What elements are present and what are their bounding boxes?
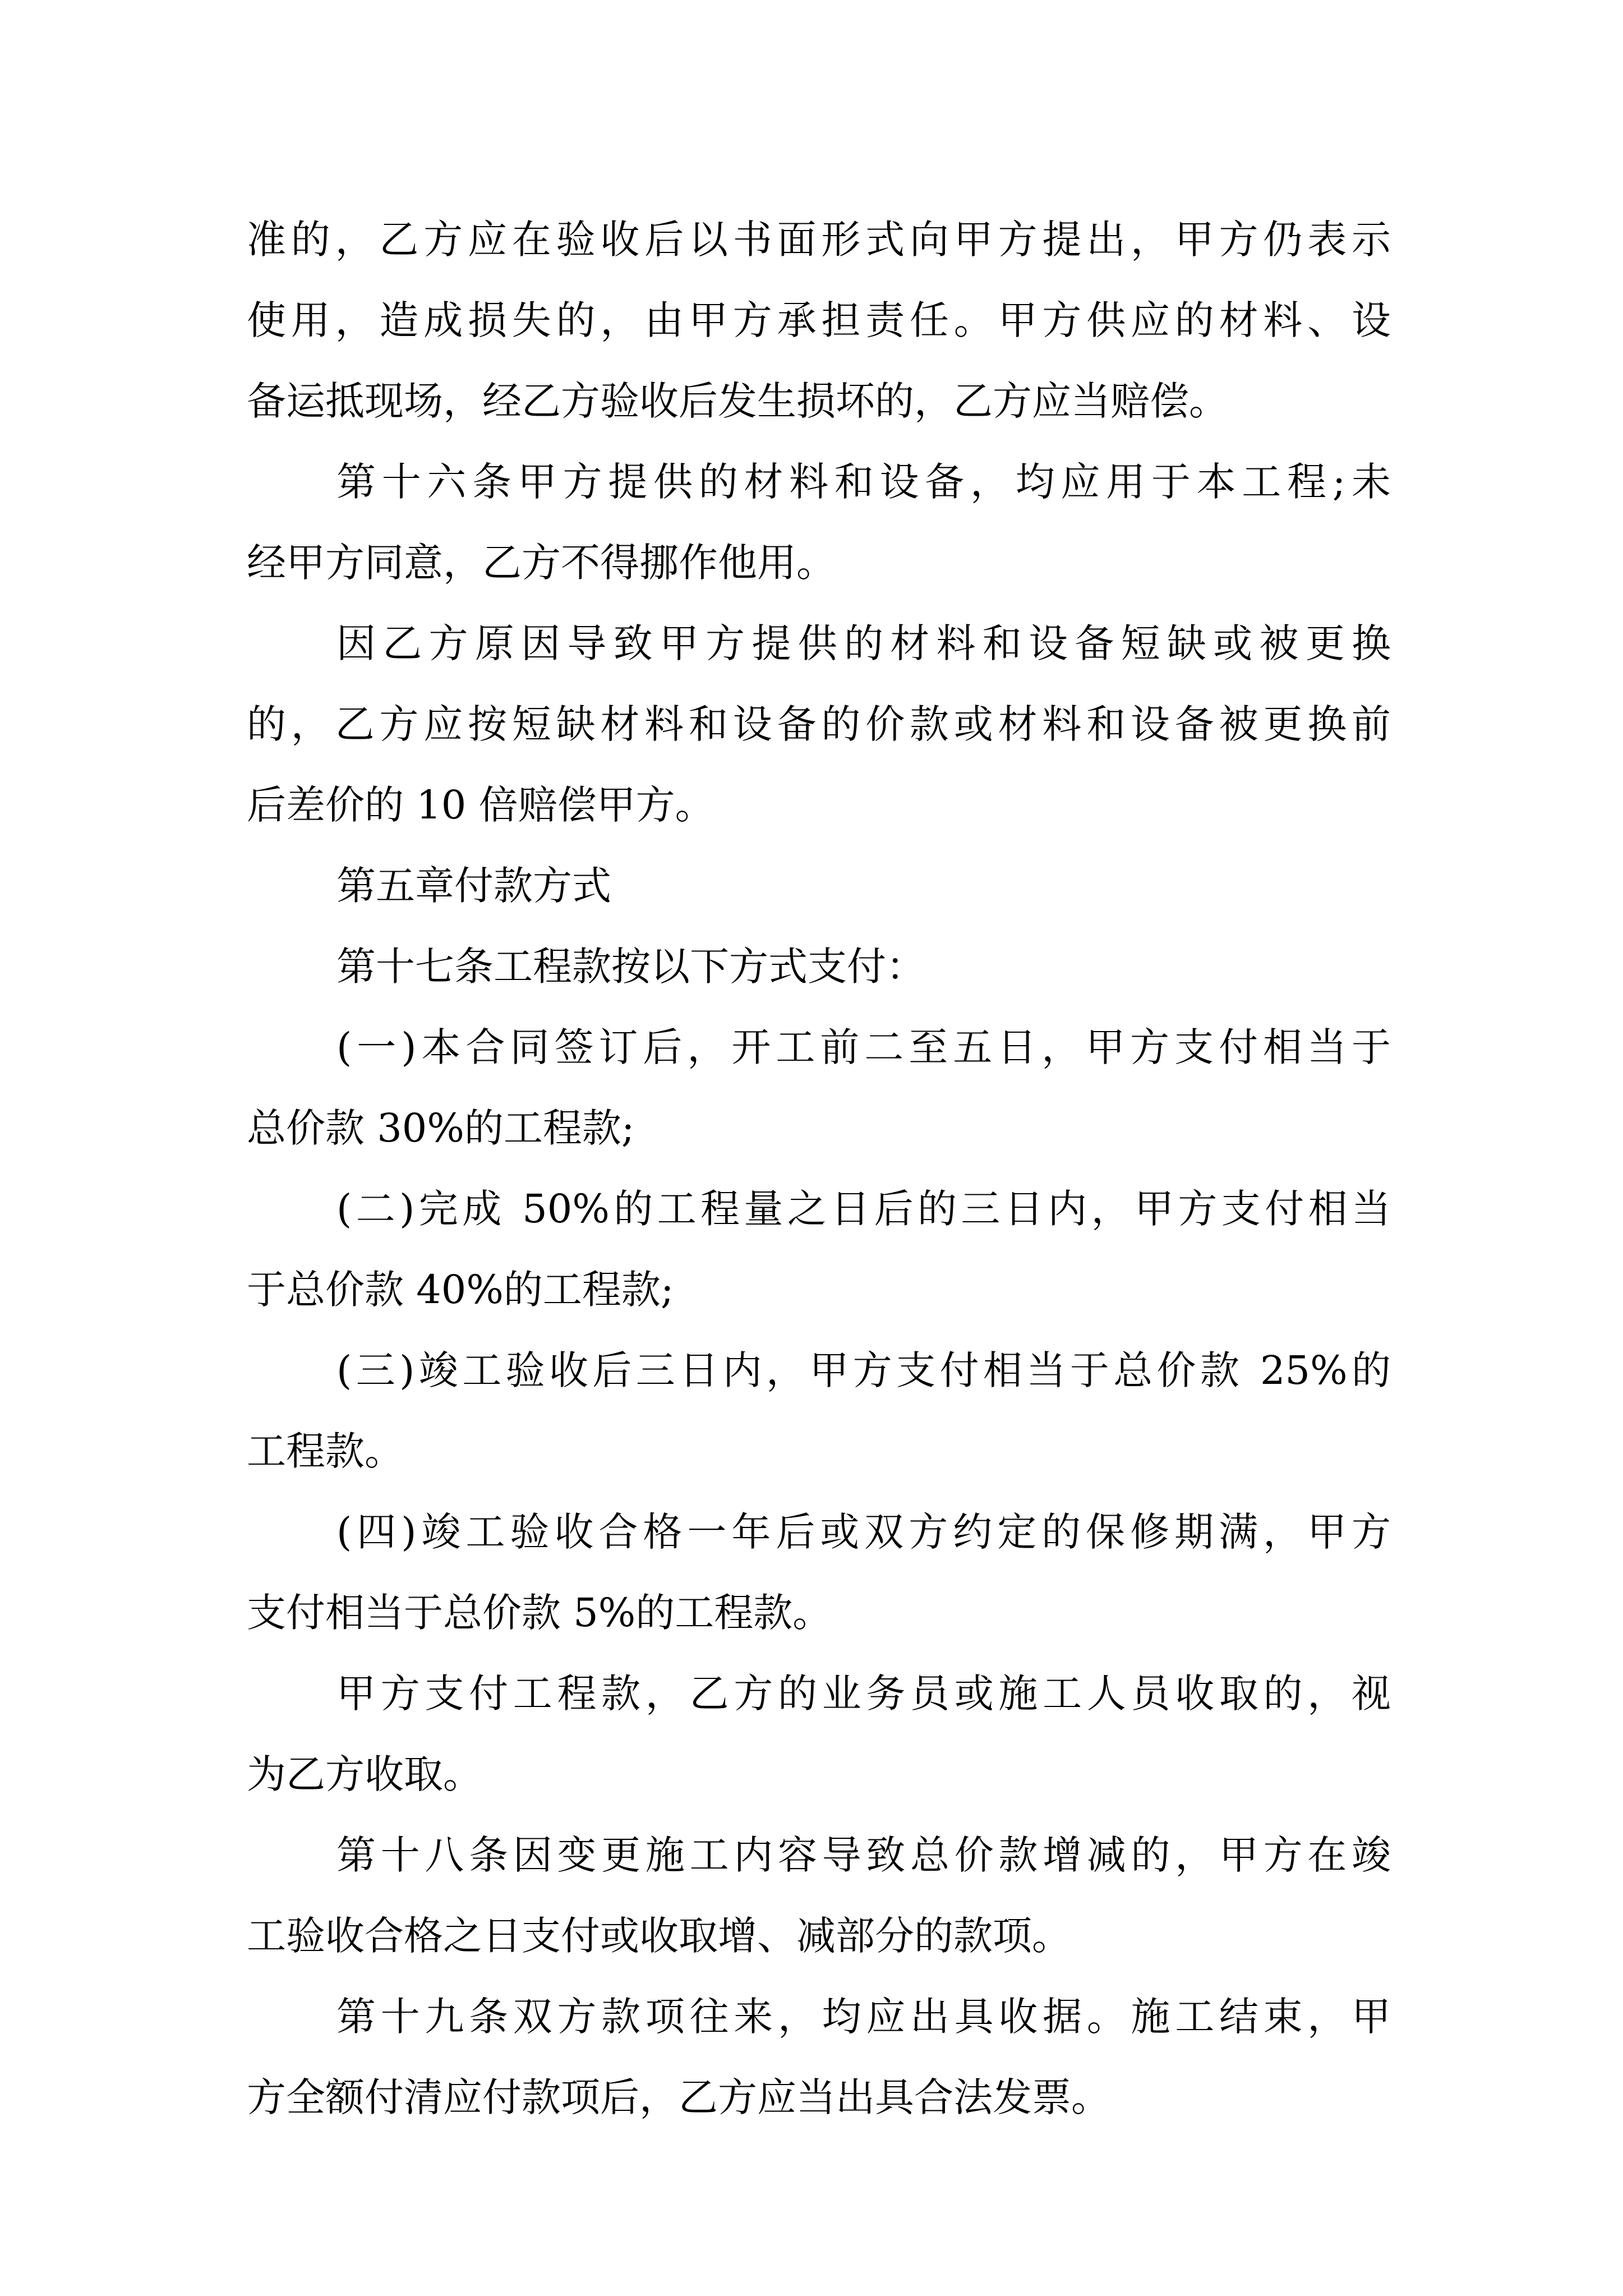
text-line: 工程款。 <box>247 1428 404 1474</box>
text-line: (一)本合同签订后，开工前二至五日，甲方支付相当于 <box>336 1024 1391 1070</box>
text-line: 使用，造成损失的，由甲方承担责任。甲方供应的材料、设 <box>247 297 1391 343</box>
chapter-heading: 第五章付款方式 <box>336 863 611 909</box>
text-line: 备运抵现场，经乙方验收后发生损坏的，乙方应当赔偿。 <box>247 378 1228 424</box>
text-line: (二)完成 50%的工程量之日后的三日内，甲方支付相当 <box>336 1186 1391 1232</box>
text-line: 因乙方原因导致甲方提供的材料和设备短缺或被更换 <box>336 620 1391 666</box>
text-line: 的，乙方应按短缺材料和设备的价款或材料和设备被更换前 <box>247 701 1391 747</box>
text-line: 经甲方同意，乙方不得挪作他用。 <box>247 540 836 586</box>
text-line: 于总价款 40%的工程款; <box>247 1267 674 1313</box>
text-line: 第十六条甲方提供的材料和设备，均应用于本工程;未 <box>336 459 1391 505</box>
text-line: 准的，乙方应在验收后以书面形式向甲方提出，甲方仍表示 <box>247 217 1391 263</box>
document-body <box>247 199 1391 2138</box>
text-line: 总价款 30%的工程款; <box>247 1105 635 1151</box>
text-line: 支付相当于总价款 5%的工程款。 <box>247 1590 832 1636</box>
text-line: 方全额付清应付款项后，乙方应当出具合法发票。 <box>247 2074 1110 2120</box>
text-line: 第十七条工程款按以下方式支付： <box>336 944 925 990</box>
text-line: 第十九条双方款项往来，均应出具收据。施工结束，甲 <box>336 1994 1391 2040</box>
text-line: (四)竣工验收合格一年后或双方约定的保修期满，甲方 <box>336 1509 1391 1555</box>
text-line: 工验收合格之日支付或收取增、减部分的款项。 <box>247 1913 1071 1959</box>
text-line: 第十八条因变更施工内容导致总价款增减的，甲方在竣 <box>336 1832 1391 1878</box>
text-line: (三)竣工验收后三日内，甲方支付相当于总价款 25%的 <box>336 1347 1391 1393</box>
text-line: 甲方支付工程款，乙方的业务员或施工人员收取的，视 <box>336 1671 1391 1717</box>
text-line: 为乙方收取。 <box>247 1751 482 1797</box>
text-line: 后差价的 10 倍赔偿甲方。 <box>247 782 714 828</box>
